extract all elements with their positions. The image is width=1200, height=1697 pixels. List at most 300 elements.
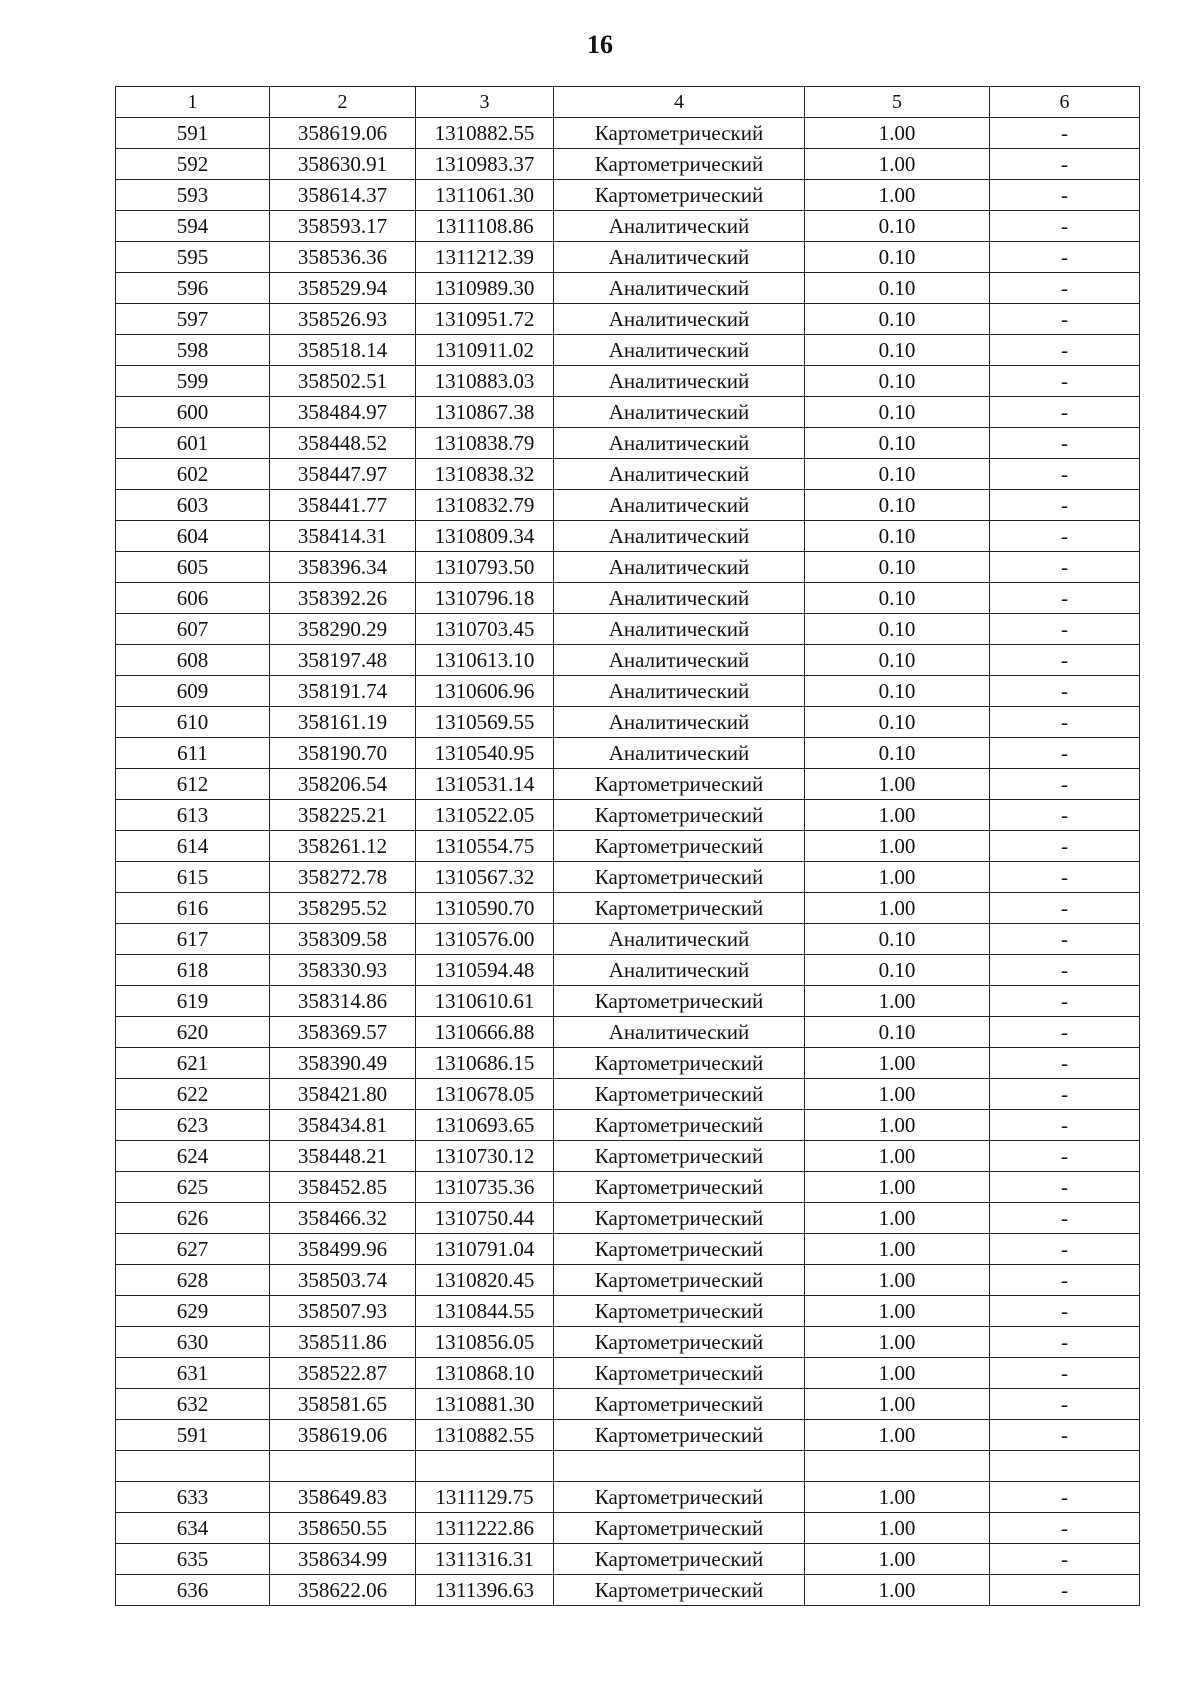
- description-cell: -: [990, 831, 1140, 862]
- table-row: [116, 1079, 1140, 1110]
- y-coordinate-cell: 1310820.45: [416, 1265, 554, 1296]
- x-coordinate-cell: 358314.86: [270, 986, 416, 1017]
- table-row: [116, 1482, 1140, 1513]
- point-number-cell: 602: [116, 459, 270, 490]
- x-coordinate-cell: 358650.55: [270, 1513, 416, 1544]
- table-row: [116, 490, 1140, 521]
- description-cell: -: [990, 428, 1140, 459]
- description-cell: -: [990, 180, 1140, 211]
- x-coordinate-cell: 358190.70: [270, 738, 416, 769]
- method-cell: Картометрический: [554, 1079, 805, 1110]
- point-number-cell: 597: [116, 304, 270, 335]
- table-row: [116, 428, 1140, 459]
- table-row: [116, 180, 1140, 211]
- point-number-cell: 634: [116, 1513, 270, 1544]
- point-number-cell: 609: [116, 676, 270, 707]
- method-cell: Картометрический: [554, 1389, 805, 1420]
- description-cell: -: [990, 1296, 1140, 1327]
- point-number-cell: 614: [116, 831, 270, 862]
- column-header-1: 1: [116, 87, 270, 118]
- accuracy-cell: 0.10: [805, 676, 990, 707]
- x-coordinate-cell: 358369.57: [270, 1017, 416, 1048]
- y-coordinate-cell: 1310610.61: [416, 986, 554, 1017]
- y-coordinate-cell: 1310531.14: [416, 769, 554, 800]
- accuracy-cell: 1.00: [805, 1110, 990, 1141]
- y-coordinate-cell: [416, 1451, 554, 1482]
- y-coordinate-cell: 1310730.12: [416, 1141, 554, 1172]
- description-cell: -: [990, 397, 1140, 428]
- table-row: [116, 1296, 1140, 1327]
- accuracy-cell: 0.10: [805, 645, 990, 676]
- accuracy-cell: 1.00: [805, 1203, 990, 1234]
- point-number-cell: 603: [116, 490, 270, 521]
- table-row: [116, 924, 1140, 955]
- description-cell: -: [990, 800, 1140, 831]
- description-cell: -: [990, 1203, 1140, 1234]
- column-header-3: 3: [416, 87, 554, 118]
- x-coordinate-cell: 358390.49: [270, 1048, 416, 1079]
- description-cell: -: [990, 676, 1140, 707]
- description-cell: -: [990, 1265, 1140, 1296]
- point-number-cell: 610: [116, 707, 270, 738]
- table-row: [116, 707, 1140, 738]
- accuracy-cell: 1.00: [805, 862, 990, 893]
- table-row: [116, 552, 1140, 583]
- accuracy-cell: 0.10: [805, 304, 990, 335]
- description-cell: -: [990, 1079, 1140, 1110]
- point-number-cell: 618: [116, 955, 270, 986]
- accuracy-cell: 0.10: [805, 707, 990, 738]
- table-row: [116, 614, 1140, 645]
- description-cell: -: [990, 986, 1140, 1017]
- x-coordinate-cell: 358502.51: [270, 366, 416, 397]
- method-cell: Аналитический: [554, 490, 805, 521]
- x-coordinate-cell: 358614.37: [270, 180, 416, 211]
- y-coordinate-cell: 1311212.39: [416, 242, 554, 273]
- y-coordinate-cell: 1310576.00: [416, 924, 554, 955]
- y-coordinate-cell: 1311129.75: [416, 1482, 554, 1513]
- table-body: [116, 118, 1140, 1606]
- table-row: [116, 1544, 1140, 1575]
- point-number-cell: 593: [116, 180, 270, 211]
- x-coordinate-cell: 358529.94: [270, 273, 416, 304]
- x-coordinate-cell: 358447.97: [270, 459, 416, 490]
- accuracy-cell: 0.10: [805, 335, 990, 366]
- accuracy-cell: 1.00: [805, 118, 990, 149]
- point-number-cell: 621: [116, 1048, 270, 1079]
- method-cell: Картометрический: [554, 1110, 805, 1141]
- accuracy-cell: 0.10: [805, 552, 990, 583]
- accuracy-cell: 1.00: [805, 1358, 990, 1389]
- x-coordinate-cell: 358484.97: [270, 397, 416, 428]
- accuracy-cell: 1.00: [805, 1141, 990, 1172]
- method-cell: Аналитический: [554, 1017, 805, 1048]
- method-cell: Картометрический: [554, 1544, 805, 1575]
- x-coordinate-cell: 358619.06: [270, 118, 416, 149]
- y-coordinate-cell: 1310686.15: [416, 1048, 554, 1079]
- accuracy-cell: 1.00: [805, 1172, 990, 1203]
- y-coordinate-cell: 1310613.10: [416, 645, 554, 676]
- description-cell: -: [990, 1513, 1140, 1544]
- table-row: [116, 645, 1140, 676]
- accuracy-cell: 1.00: [805, 1327, 990, 1358]
- description-cell: -: [990, 1575, 1140, 1606]
- accuracy-cell: 1.00: [805, 1265, 990, 1296]
- x-coordinate-cell: 358261.12: [270, 831, 416, 862]
- description-cell: -: [990, 366, 1140, 397]
- x-coordinate-cell: 358272.78: [270, 862, 416, 893]
- table-row: [116, 738, 1140, 769]
- table-row: [116, 1575, 1140, 1606]
- point-number-cell: 632: [116, 1389, 270, 1420]
- point-number-cell: 600: [116, 397, 270, 428]
- table-row: [116, 955, 1140, 986]
- method-cell: [554, 1451, 805, 1482]
- column-header-6: 6: [990, 87, 1140, 118]
- description-cell: -: [990, 1389, 1140, 1420]
- point-number-cell: 635: [116, 1544, 270, 1575]
- y-coordinate-cell: 1310838.32: [416, 459, 554, 490]
- accuracy-cell: 0.10: [805, 273, 990, 304]
- description-cell: -: [990, 118, 1140, 149]
- point-number-cell: 606: [116, 583, 270, 614]
- point-number-cell: 612: [116, 769, 270, 800]
- method-cell: Аналитический: [554, 614, 805, 645]
- method-cell: Картометрический: [554, 800, 805, 831]
- x-coordinate-cell: 358197.48: [270, 645, 416, 676]
- accuracy-cell: 0.10: [805, 614, 990, 645]
- x-coordinate-cell: 358649.83: [270, 1482, 416, 1513]
- x-coordinate-cell: 358309.58: [270, 924, 416, 955]
- method-cell: Картометрический: [554, 1172, 805, 1203]
- method-cell: Картометрический: [554, 149, 805, 180]
- point-number-cell: 617: [116, 924, 270, 955]
- method-cell: Картометрический: [554, 862, 805, 893]
- x-coordinate-cell: 358206.54: [270, 769, 416, 800]
- method-cell: Аналитический: [554, 583, 805, 614]
- point-number-cell: 631: [116, 1358, 270, 1389]
- point-number-cell: 616: [116, 893, 270, 924]
- accuracy-cell: 1.00: [805, 1048, 990, 1079]
- description-cell: [990, 1451, 1140, 1482]
- point-number-cell: 592: [116, 149, 270, 180]
- x-coordinate-cell: 358622.06: [270, 1575, 416, 1606]
- y-coordinate-cell: 1310522.05: [416, 800, 554, 831]
- x-coordinate-cell: 358619.06: [270, 1420, 416, 1451]
- x-coordinate-cell: 358536.36: [270, 242, 416, 273]
- x-coordinate-cell: 358526.93: [270, 304, 416, 335]
- description-cell: -: [990, 552, 1140, 583]
- point-number-cell: 636: [116, 1575, 270, 1606]
- y-coordinate-cell: 1310678.05: [416, 1079, 554, 1110]
- description-cell: -: [990, 1048, 1140, 1079]
- x-coordinate-cell: 358507.93: [270, 1296, 416, 1327]
- method-cell: Картометрический: [554, 831, 805, 862]
- point-number-cell: 624: [116, 1141, 270, 1172]
- accuracy-cell: 1.00: [805, 1296, 990, 1327]
- y-coordinate-cell: 1311108.86: [416, 211, 554, 242]
- accuracy-cell: 1.00: [805, 831, 990, 862]
- accuracy-cell: 0.10: [805, 521, 990, 552]
- method-cell: Аналитический: [554, 366, 805, 397]
- accuracy-cell: 1.00: [805, 1575, 990, 1606]
- point-number-cell: 596: [116, 273, 270, 304]
- accuracy-cell: 0.10: [805, 428, 990, 459]
- method-cell: Картометрический: [554, 1358, 805, 1389]
- description-cell: -: [990, 1327, 1140, 1358]
- method-cell: Аналитический: [554, 552, 805, 583]
- y-coordinate-cell: 1310882.55: [416, 118, 554, 149]
- column-header-5: 5: [805, 87, 990, 118]
- method-cell: Картометрический: [554, 1327, 805, 1358]
- x-coordinate-cell: 358448.52: [270, 428, 416, 459]
- x-coordinate-cell: 358414.31: [270, 521, 416, 552]
- method-cell: Аналитический: [554, 955, 805, 986]
- accuracy-cell: 0.10: [805, 459, 990, 490]
- table-row: [116, 769, 1140, 800]
- description-cell: -: [990, 304, 1140, 335]
- description-cell: -: [990, 149, 1140, 180]
- method-cell: Картометрический: [554, 1265, 805, 1296]
- accuracy-cell: 1.00: [805, 1234, 990, 1265]
- point-number-cell: 629: [116, 1296, 270, 1327]
- method-cell: Картометрический: [554, 986, 805, 1017]
- x-coordinate-cell: [270, 1451, 416, 1482]
- point-number-cell: 623: [116, 1110, 270, 1141]
- method-cell: Аналитический: [554, 397, 805, 428]
- point-number-cell: 594: [116, 211, 270, 242]
- table-row: [116, 893, 1140, 924]
- y-coordinate-cell: 1310735.36: [416, 1172, 554, 1203]
- description-cell: -: [990, 335, 1140, 366]
- accuracy-cell: 1.00: [805, 1544, 990, 1575]
- description-cell: -: [990, 1141, 1140, 1172]
- point-number-cell: 611: [116, 738, 270, 769]
- y-coordinate-cell: 1310693.65: [416, 1110, 554, 1141]
- y-coordinate-cell: 1311396.63: [416, 1575, 554, 1606]
- method-cell: Аналитический: [554, 924, 805, 955]
- description-cell: -: [990, 1544, 1140, 1575]
- table-row: [116, 1265, 1140, 1296]
- point-number-cell: 608: [116, 645, 270, 676]
- point-number-cell: 626: [116, 1203, 270, 1234]
- x-coordinate-cell: 358225.21: [270, 800, 416, 831]
- accuracy-cell: 0.10: [805, 366, 990, 397]
- x-coordinate-cell: 358295.52: [270, 893, 416, 924]
- accuracy-cell: 0.10: [805, 583, 990, 614]
- accuracy-cell: 0.10: [805, 242, 990, 273]
- description-cell: -: [990, 1110, 1140, 1141]
- point-number-cell: 598: [116, 335, 270, 366]
- method-cell: Картометрический: [554, 769, 805, 800]
- description-cell: -: [990, 1172, 1140, 1203]
- y-coordinate-cell: 1311222.86: [416, 1513, 554, 1544]
- y-coordinate-cell: 1310867.38: [416, 397, 554, 428]
- table-row: [116, 1327, 1140, 1358]
- method-cell: Аналитический: [554, 273, 805, 304]
- table-row: [116, 242, 1140, 273]
- y-coordinate-cell: 1310540.95: [416, 738, 554, 769]
- column-header-2: 2: [270, 87, 416, 118]
- x-coordinate-cell: 358511.86: [270, 1327, 416, 1358]
- x-coordinate-cell: 358452.85: [270, 1172, 416, 1203]
- method-cell: Картометрический: [554, 180, 805, 211]
- method-cell: Аналитический: [554, 335, 805, 366]
- table-row: [116, 335, 1140, 366]
- y-coordinate-cell: 1310793.50: [416, 552, 554, 583]
- point-number-cell: 607: [116, 614, 270, 645]
- y-coordinate-cell: 1310868.10: [416, 1358, 554, 1389]
- x-coordinate-cell: 358581.65: [270, 1389, 416, 1420]
- x-coordinate-cell: 358421.80: [270, 1079, 416, 1110]
- accuracy-cell: 1.00: [805, 893, 990, 924]
- description-cell: -: [990, 1017, 1140, 1048]
- description-cell: -: [990, 1358, 1140, 1389]
- method-cell: Картометрический: [554, 893, 805, 924]
- method-cell: Картометрический: [554, 1482, 805, 1513]
- x-coordinate-cell: 358434.81: [270, 1110, 416, 1141]
- point-number-cell: 627: [116, 1234, 270, 1265]
- accuracy-cell: 1.00: [805, 1482, 990, 1513]
- accuracy-cell: 0.10: [805, 738, 990, 769]
- method-cell: Аналитический: [554, 676, 805, 707]
- table-row: [116, 1048, 1140, 1079]
- x-coordinate-cell: 358522.87: [270, 1358, 416, 1389]
- point-number-cell: 595: [116, 242, 270, 273]
- description-cell: -: [990, 521, 1140, 552]
- x-coordinate-cell: 358593.17: [270, 211, 416, 242]
- method-cell: Аналитический: [554, 738, 805, 769]
- point-number-cell: 613: [116, 800, 270, 831]
- table-row: [116, 211, 1140, 242]
- method-cell: Картометрический: [554, 1203, 805, 1234]
- accuracy-cell: 0.10: [805, 397, 990, 428]
- accuracy-cell: 0.10: [805, 924, 990, 955]
- method-cell: Картометрический: [554, 1296, 805, 1327]
- point-number-cell: 620: [116, 1017, 270, 1048]
- description-cell: -: [990, 614, 1140, 645]
- point-number-cell: [116, 1451, 270, 1482]
- point-number-cell: 622: [116, 1079, 270, 1110]
- description-cell: -: [990, 1420, 1140, 1451]
- table-row: [116, 1389, 1140, 1420]
- x-coordinate-cell: 358503.74: [270, 1265, 416, 1296]
- point-number-cell: 591: [116, 118, 270, 149]
- x-coordinate-cell: 358634.99: [270, 1544, 416, 1575]
- table-row: [116, 521, 1140, 552]
- table-row: [116, 1513, 1140, 1544]
- accuracy-cell: 0.10: [805, 955, 990, 986]
- accuracy-cell: 1.00: [805, 149, 990, 180]
- point-number-cell: 630: [116, 1327, 270, 1358]
- point-number-cell: 605: [116, 552, 270, 583]
- method-cell: Аналитический: [554, 645, 805, 676]
- y-coordinate-cell: 1310983.37: [416, 149, 554, 180]
- table-row: [116, 459, 1140, 490]
- table-row: [116, 862, 1140, 893]
- x-coordinate-cell: 358161.19: [270, 707, 416, 738]
- table-header-row: [116, 87, 1140, 118]
- point-number-cell: 619: [116, 986, 270, 1017]
- description-cell: -: [990, 924, 1140, 955]
- y-coordinate-cell: 1310666.88: [416, 1017, 554, 1048]
- point-number-cell: 599: [116, 366, 270, 397]
- point-number-cell: 628: [116, 1265, 270, 1296]
- table-row: [116, 1172, 1140, 1203]
- description-cell: -: [990, 1482, 1140, 1513]
- table-row: [116, 800, 1140, 831]
- table-row: [116, 1203, 1140, 1234]
- y-coordinate-cell: 1310911.02: [416, 335, 554, 366]
- method-cell: Аналитический: [554, 521, 805, 552]
- x-coordinate-cell: 358290.29: [270, 614, 416, 645]
- table-row: [116, 1141, 1140, 1172]
- point-number-cell: 625: [116, 1172, 270, 1203]
- x-coordinate-cell: 358191.74: [270, 676, 416, 707]
- table-row: [116, 304, 1140, 335]
- description-cell: -: [990, 769, 1140, 800]
- method-cell: Аналитический: [554, 707, 805, 738]
- description-cell: -: [990, 862, 1140, 893]
- x-coordinate-cell: 358466.32: [270, 1203, 416, 1234]
- coordinates-table: [115, 86, 1140, 1606]
- table-row: [116, 583, 1140, 614]
- point-number-cell: 604: [116, 521, 270, 552]
- accuracy-cell: 1.00: [805, 1389, 990, 1420]
- accuracy-cell: 0.10: [805, 211, 990, 242]
- method-cell: Аналитический: [554, 242, 805, 273]
- y-coordinate-cell: 1310569.55: [416, 707, 554, 738]
- table-row: [116, 366, 1140, 397]
- table-row: [116, 118, 1140, 149]
- y-coordinate-cell: 1310989.30: [416, 273, 554, 304]
- y-coordinate-cell: 1310796.18: [416, 583, 554, 614]
- point-number-cell: 601: [116, 428, 270, 459]
- description-cell: -: [990, 273, 1140, 304]
- table-row: [116, 273, 1140, 304]
- point-number-cell: 615: [116, 862, 270, 893]
- table-row: [116, 676, 1140, 707]
- y-coordinate-cell: 1310951.72: [416, 304, 554, 335]
- point-number-cell: 591: [116, 1420, 270, 1451]
- method-cell: Картометрический: [554, 1420, 805, 1451]
- y-coordinate-cell: 1310791.04: [416, 1234, 554, 1265]
- y-coordinate-cell: 1310567.32: [416, 862, 554, 893]
- accuracy-cell: 0.10: [805, 1017, 990, 1048]
- method-cell: Аналитический: [554, 428, 805, 459]
- x-coordinate-cell: 358499.96: [270, 1234, 416, 1265]
- table-row: [116, 1110, 1140, 1141]
- accuracy-cell: [805, 1451, 990, 1482]
- table-row: [116, 1017, 1140, 1048]
- x-coordinate-cell: 358441.77: [270, 490, 416, 521]
- x-coordinate-cell: 358396.34: [270, 552, 416, 583]
- accuracy-cell: 1.00: [805, 180, 990, 211]
- table-row: [116, 149, 1140, 180]
- description-cell: -: [990, 955, 1140, 986]
- accuracy-cell: 1.00: [805, 769, 990, 800]
- method-cell: Картометрический: [554, 118, 805, 149]
- x-coordinate-cell: 358330.93: [270, 955, 416, 986]
- description-cell: -: [990, 459, 1140, 490]
- y-coordinate-cell: 1310750.44: [416, 1203, 554, 1234]
- table-row: [116, 1451, 1140, 1482]
- x-coordinate-cell: 358518.14: [270, 335, 416, 366]
- table-row: [116, 986, 1140, 1017]
- accuracy-cell: 1.00: [805, 1513, 990, 1544]
- page-number: 16: [587, 30, 613, 59]
- y-coordinate-cell: 1310881.30: [416, 1389, 554, 1420]
